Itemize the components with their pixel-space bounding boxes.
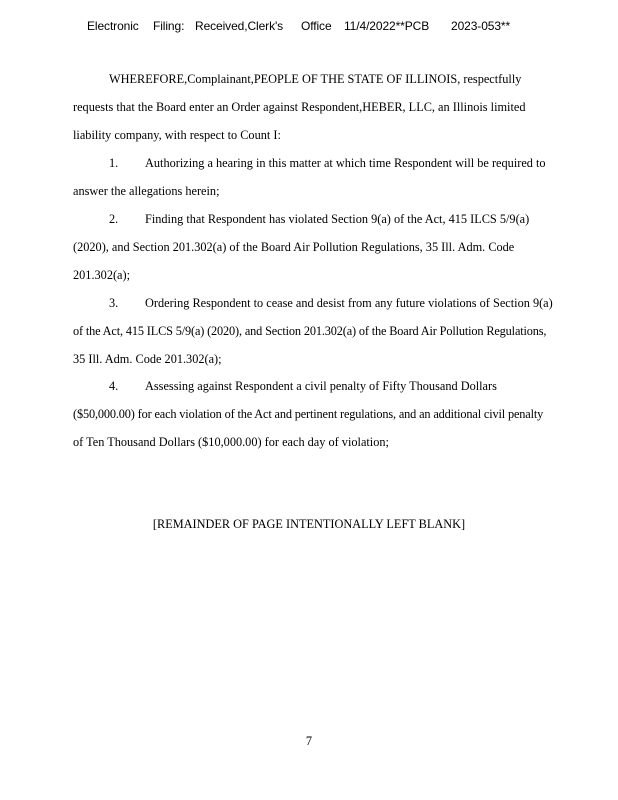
intro-line-2: requests that the Board enter an Order against Respondent,HEBER, LLC, an Illinois limited xyxy=(73,100,526,114)
intro-line-1: WHEREFORE,Complainant,PEOPLE OF THE STATE OF ILLINOIS, respectfully xyxy=(109,72,522,86)
item-3-line-3: 35 Ill. Adm. Code 201.302(a); xyxy=(73,352,222,366)
item-2-line-1: Finding that Respondent has violated Section 9(a) of the Act, 415 ILCS 5/9(a) xyxy=(145,212,530,226)
item-4-line-2: ($50,000.00) for each violation of the Act and pertinent regulations, and an additional civil penalty xyxy=(73,407,544,421)
item-1-line-1: Authorizing a hearing in this matter at which time Respondent will be required to xyxy=(145,156,546,170)
header-filing: Filing: xyxy=(153,19,185,33)
item-2-line-2: (2020), and Section 201.302(a) of the Board Air Pollution Regulations, 35 Ill. Adm. Code xyxy=(73,240,515,254)
item-2-line-3: 201.302(a); xyxy=(73,268,131,282)
intro-line-3: liability company, with respect to Count I: xyxy=(73,128,281,142)
header-received: Received,Clerk's xyxy=(195,19,284,33)
header-office: Office xyxy=(301,19,332,33)
header-case-number: 2023-053** xyxy=(451,19,511,33)
item-4-line-1: Assessing against Respondent a civil penalty of Fifty Thousand Dollars xyxy=(145,379,497,393)
page-number: 7 xyxy=(305,734,313,748)
item-3-line-2: of the Act, 415 ILCS 5/9(a) (2020), and Section 201.302(a) of the Board Air Pollution Regulations, xyxy=(73,324,547,338)
remainder-notice: [REMAINDER OF PAGE INTENTIONALLY LEFT BLANK] xyxy=(152,517,466,531)
item-3-number: 3. xyxy=(109,296,119,310)
item-4-number: 4. xyxy=(109,379,119,393)
item-4-line-3: of Ten Thousand Dollars ($10,000.00) for each day of violation; xyxy=(73,435,389,449)
item-2-number: 2. xyxy=(109,212,119,226)
header-electronic: Electronic xyxy=(87,19,139,33)
header-date: 11/4/2022**PCB xyxy=(344,19,430,33)
item-3-line-1: Ordering Respondent to cease and desist from any future violations of Section 9(a) xyxy=(145,296,553,310)
item-1-line-2: answer the allegations herein; xyxy=(73,184,220,198)
item-1-number: 1. xyxy=(109,156,119,170)
